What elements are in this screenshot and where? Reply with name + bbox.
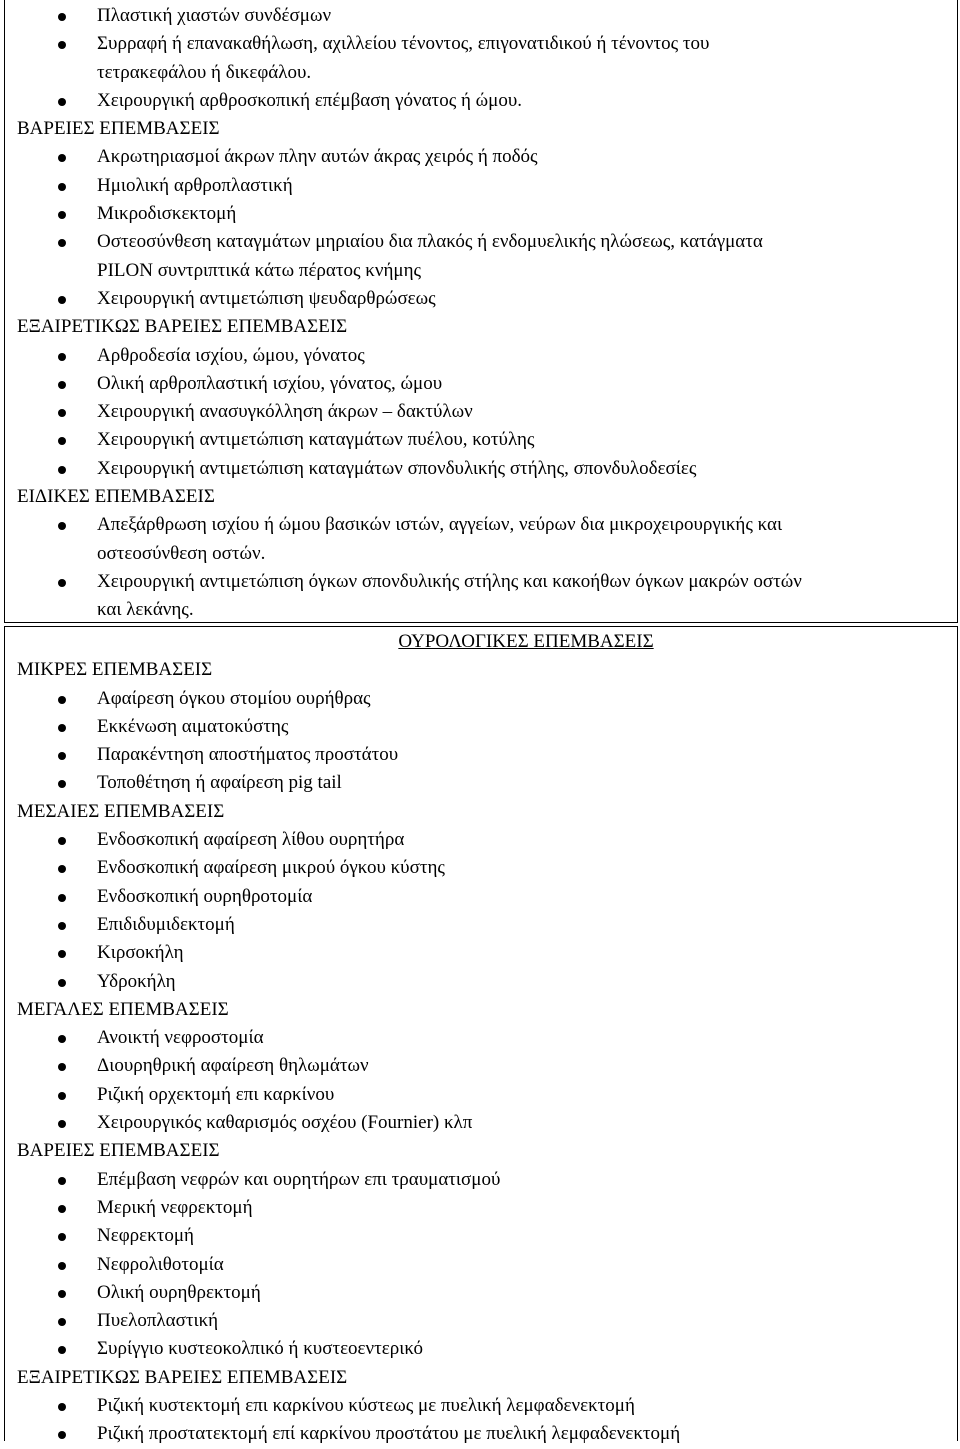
list-item xyxy=(5,968,957,996)
list-item xyxy=(5,87,957,115)
list-item xyxy=(5,1222,957,1250)
list-item xyxy=(5,228,957,256)
list-item xyxy=(5,200,957,228)
list-item-text: Ριζική προστατεκτομή επί καρκίνου προστάτου με πυελική λεμφαδενεκτομή xyxy=(97,1423,681,1445)
bullet-icon xyxy=(58,154,66,162)
bullet-icon xyxy=(58,466,66,474)
section-heading: ΒΑΡΕΙΕΣ ΕΠΕΜΒΑΣΕΙΣ xyxy=(17,1140,220,1162)
list-item-text: Ενδοσκοπική αφαίρεση λίθου ουρητήρα xyxy=(97,829,405,851)
list-item-text: Ημιολική αρθροπλαστική xyxy=(97,174,293,196)
urology-block xyxy=(4,626,958,1445)
list-item-continuation xyxy=(5,59,957,87)
list-item xyxy=(5,826,957,854)
bullet-icon xyxy=(58,1346,66,1354)
list-item-text: Οστεοσύνθεση καταγμάτων μηριαίου δια πλακός ή ενδομυελικής ηλώσεως, κατάγματα xyxy=(97,231,763,253)
list-item-text: Χειρουργική αντιμετώπιση καταγμάτων πυέλου, κοτύλης xyxy=(97,429,535,451)
section-heading: ΕΞΑΙΡΕΤΙΚΩΣ ΒΑΡΕΙΕΣ ΕΠΕΜΒΑΣΕΙΣ xyxy=(17,316,348,338)
bullet-icon xyxy=(58,724,66,732)
bullet-icon xyxy=(58,1035,66,1043)
list-item xyxy=(5,1024,957,1052)
list-item xyxy=(5,939,957,967)
orthopedic-block xyxy=(4,0,958,623)
bullet-icon xyxy=(58,98,66,106)
list-item-text: Αφαίρεση όγκου στομίου ουρήθρας xyxy=(97,687,371,709)
list-item-text: και λεκάνης. xyxy=(97,599,194,621)
list-item xyxy=(5,883,957,911)
list-item-text: Χειρουργική αντιμετώπιση καταγμάτων σπονδυλικής στήλης, σπονδυλοδεσίες xyxy=(97,457,697,479)
list-item-text: Χειρουργική ανασυγκόλληση άκρων – δακτύλων xyxy=(97,401,473,423)
list-item xyxy=(5,1279,957,1307)
list-item-text: Υδροκήλη xyxy=(97,970,176,992)
bullet-icon xyxy=(58,353,66,361)
orthopedic-list xyxy=(5,0,957,625)
list-item xyxy=(5,285,957,313)
list-item-text: Ριζική ορχεκτομή επι καρκίνου xyxy=(97,1083,335,1105)
section-heading: ΕΞΑΙΡΕΤΙΚΩΣ ΒΑΡΕΙΕΣ ΕΠΕΜΒΑΣΕΙΣ xyxy=(17,1366,348,1388)
list-item-text: Αρθροδεσία ισχίου, ώμου, γόνατος xyxy=(97,344,365,366)
list-item-text: Ανοικτή νεφροστομία xyxy=(97,1027,264,1049)
bullet-icon xyxy=(58,1403,66,1411)
bullet-icon xyxy=(58,409,66,417)
list-item-text: Μερική νεφρεκτομή xyxy=(97,1196,253,1218)
list-item xyxy=(5,685,957,713)
section-heading: ΜΕΓΑΛΕΣ ΕΠΕΜΒΑΣΕΙΣ xyxy=(17,998,229,1020)
section-heading: ΜΕΣΑΙΕΣ ΕΠΕΜΒΑΣΕΙΣ xyxy=(17,800,225,822)
bullet-icon xyxy=(58,894,66,902)
list-item-text: Ολική αρθροπλαστική ισχίου, γόνατος, ώμου xyxy=(97,372,443,394)
list-item xyxy=(5,30,957,58)
list-item-text: PILON συντριπτικά κάτω πέρατος κνήμης xyxy=(97,259,422,281)
list-item-text: Πλαστική χιαστών συνδέσμων xyxy=(97,5,332,26)
list-item-text: Κιρσοκήλη xyxy=(97,942,184,964)
list-item-text: Χειρουργικός καθαρισμός οσχέου (Fournier) κλπ xyxy=(97,1112,473,1134)
bullet-icon xyxy=(58,13,66,21)
bullet-icon xyxy=(58,1262,66,1270)
bullet-icon xyxy=(58,437,66,445)
list-item-text: Απεξάρθρωση ισχίου ή ώμου βασικών ιστών, αγγείων, νεύρων δια μικροχειρουργικής και xyxy=(97,514,783,536)
bullet-icon xyxy=(58,837,66,845)
bullet-icon xyxy=(58,296,66,304)
bullet-icon xyxy=(58,1318,66,1326)
list-item-text: Ενδοσκοπική αφαίρεση μικρού όγκου κύστης xyxy=(97,857,445,879)
bullet-icon xyxy=(58,1177,66,1185)
list-item-continuation xyxy=(5,596,957,624)
bullet-icon xyxy=(58,522,66,530)
list-item xyxy=(5,398,957,426)
list-item-continuation xyxy=(5,540,957,568)
bullet-icon xyxy=(58,41,66,49)
bullet-icon xyxy=(58,979,66,987)
list-item xyxy=(5,426,957,454)
list-item-text: οστεοσύνθεση οστών. xyxy=(97,542,266,564)
urology-title: ΟΥΡΟΛΟΓΙΚΕΣ ΕΠΕΜΒΑΣΕΙΣ xyxy=(398,631,654,652)
list-item xyxy=(5,1052,957,1080)
list-item-text: Συρραφή ή επανακαθήλωση, αχιλλείου τένοντος, επιγονατιδικού ή τένοντος του xyxy=(97,33,710,55)
list-item-text: Επέμβαση νεφρών και ουρητήρων επι τραυματισμού xyxy=(97,1168,501,1190)
list-item xyxy=(5,568,957,596)
list-item xyxy=(5,511,957,539)
bullet-icon xyxy=(58,211,66,219)
list-item-text: Διουρηθρική αφαίρεση θηλωμάτων xyxy=(97,1055,369,1077)
section-heading: ΜΙΚΡΕΣ ΕΠΕΜΒΑΣΕΙΣ xyxy=(17,659,213,681)
list-item-text: Ριζική κυστεκτομή επι καρκίνου κύστεως με πυελική λεμφαδενεκτομή xyxy=(97,1395,635,1417)
list-item-text: Παρακέντηση αποστήματος προστάτου xyxy=(97,744,399,766)
bullet-icon xyxy=(58,1092,66,1100)
bullet-icon xyxy=(58,1120,66,1128)
list-item-text: Ολική ουρηθρεκτομή xyxy=(97,1281,261,1303)
bullet-icon xyxy=(58,239,66,247)
bullet-icon xyxy=(58,752,66,760)
bullet-icon xyxy=(58,1063,66,1071)
bullet-icon xyxy=(58,865,66,873)
list-item-text: Εκκένωση αιματοκύστης xyxy=(97,715,289,737)
list-item xyxy=(5,172,957,200)
list-item xyxy=(5,1392,957,1420)
bullet-icon xyxy=(58,1431,66,1439)
bullet-icon xyxy=(58,780,66,788)
list-item xyxy=(5,1109,957,1137)
list-item xyxy=(5,1194,957,1222)
list-item xyxy=(5,713,957,741)
bullet-icon xyxy=(58,922,66,930)
list-item xyxy=(5,911,957,939)
list-item-text: Ενδοσκοπική ουρηθροτομία xyxy=(97,885,313,907)
list-item xyxy=(5,769,957,797)
bullet-icon xyxy=(58,1290,66,1298)
list-item xyxy=(5,370,957,398)
urology-list xyxy=(5,627,957,1449)
list-item xyxy=(5,455,957,483)
list-item-text: Νεφρολιθοτομία xyxy=(97,1253,224,1275)
bullet-icon xyxy=(58,381,66,389)
bullet-icon xyxy=(58,579,66,587)
list-item-text: Ακρωτηριασμοί άκρων πλην αυτών άκρας χειρός ή ποδός xyxy=(97,146,538,168)
list-item xyxy=(5,1307,957,1335)
list-item-text: Νεφρεκτομή xyxy=(97,1225,194,1247)
list-item-text: Χειρουργική αρθροσκοπική επέμβαση γόνατος ή ώμου. xyxy=(97,89,523,111)
list-item-continuation xyxy=(5,257,957,285)
list-item xyxy=(5,1420,957,1448)
section-heading: ΒΑΡΕΙΕΣ ΕΠΕΜΒΑΣΕΙΣ xyxy=(17,118,220,140)
list-item xyxy=(5,1166,957,1194)
bullet-icon xyxy=(58,696,66,704)
list-item-text: Επιδιδυμιδεκτομή xyxy=(97,913,235,935)
list-item-text: Πυελοπλαστική xyxy=(97,1310,219,1332)
section-heading: ΕΙΔΙΚΕΣ ΕΠΕΜΒΑΣΕΙΣ xyxy=(17,486,215,508)
list-item-text: Χειρουργική αντιμετώπιση ψευδαρθρώσεως xyxy=(97,287,436,309)
list-item xyxy=(5,1251,957,1279)
bullet-icon xyxy=(58,1205,66,1213)
list-item-text: Χειρουργική αντιμετώπιση όγκων σπονδυλικής στήλης και κακοήθων όγκων μακρών οστών xyxy=(97,570,802,592)
list-item-text: Τοποθέτηση ή αφαίρεση pig tail xyxy=(97,772,342,794)
list-item-text: Μικροδισκεκτομή xyxy=(97,203,237,225)
list-item xyxy=(5,1335,957,1363)
bullet-icon xyxy=(58,183,66,191)
list-item xyxy=(5,854,957,882)
list-item-text: τετρακεφάλου ή δικεφάλου. xyxy=(97,61,312,83)
list-item xyxy=(5,741,957,769)
list-item xyxy=(5,342,957,370)
bullet-icon xyxy=(58,1233,66,1241)
list-item xyxy=(5,2,957,30)
list-item xyxy=(5,143,957,171)
bullet-icon xyxy=(58,950,66,958)
list-item-text: Συρίγγιο κυστεοκολπικό ή κυστεοεντερικό xyxy=(97,1338,423,1360)
list-item xyxy=(5,1081,957,1109)
